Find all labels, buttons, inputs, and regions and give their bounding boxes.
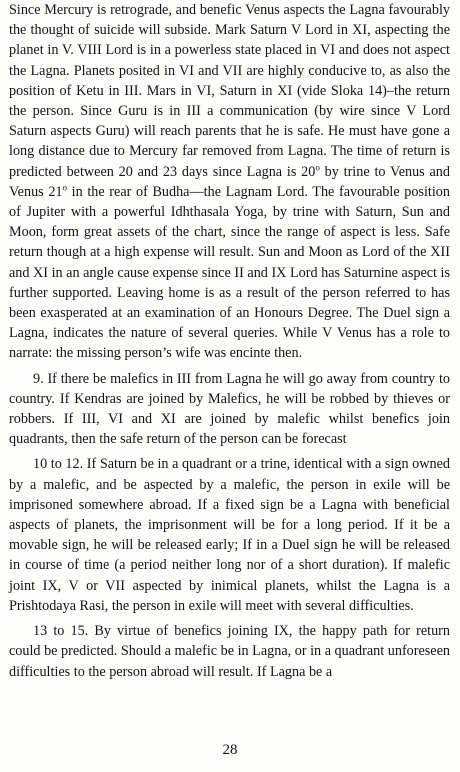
paragraph-continuation <box>9 0 450 364</box>
paragraph-sloka-13-15: 13 to 15. By virtue of benefics joining IX, the happy path for return could be predicted. Should a malefic be in Lagna, or in a quadrant unforeseen difficulties to the person abroad will result. If Lagna be a <box>9 623 450 680</box>
paragraph-text: in the rear of Budha—the Lagnam Lord. The favourable position of Jupiter with a powerful Idhthasala Yoga, by trine with Saturn, Sun and Moon, form great assets of the chart, since the range of aspect is less. Safe return though at a high expense will result. Sun and Moon as Lord of the XII and XI in an angle cause expense since II and IX Lord has Saturnine aspect is further supported. Leaving home is as a result of the person referred to has been exasperated at an examination of an Honours Degree. The Duel sign a Lagna, indicates the nature of several queries. While V Venus has a role to narrate: the missing person’s wife was encinte then. <box>9 183 450 362</box>
paragraph-sloka-10-12: 10 to 12. If Saturn be in a quadrant or a trine, identical with a sign owned by a malefic, and be aspected by a malefic, the person in exile will be imprisoned somewhere abroad. If a fixed sign be a Lagna with beneficial aspects of planets, the imprisonment will be for a long period. If it be a movable sign, he will be released early; If in a Duel sign he will be released in course of time (a period neither long nor of a short duration). If malefic joint IX, V or VII aspected by inimical planets, whilst the Lagna is a Prishtodaya Rasi, the person in exile will meet with several difficulties. <box>9 456 450 614</box>
degree-mark: o <box>315 161 320 172</box>
paragraph-text: Since Mercury is retrograde, and benefic Venus aspects the Lagna favourably the thought of suicide will subside. Mark Saturn V Lord in XI, aspecting the planet in V. VIII Lord is in a powerless state placed in VI and does not aspect the Lagna. Planets posited in VI and VII are highly conducive to, as also the position of Ketu in III. Mars in VI, Saturn in XI (vide Sloka 14)–the return the person. Since Guru is in III a communication (by wire since V Lord Saturn aspects Guru) will reach parents that he is safe. He must have gone a long distance due to Mercury far removed from Lagna. The time of return is predicted between 20 and 23 days since Lagna is 20 <box>9 2 450 180</box>
degree-mark: o <box>62 182 68 193</box>
paragraph-text: by trine to Venus and Venus 21 <box>9 163 450 200</box>
page-body <box>9 0 450 682</box>
paragraph-sloka-9: 9. If there be malefics in III from Lagna he will go away from country to country. If Kendras are joined by Malefics, he will be robbed by thieves or robbers. If III, VI and XI are joined by malefic whilst benefics join quadrants, then the safe return of the person can be forecast <box>9 370 450 448</box>
page-number: 28 <box>222 742 238 758</box>
